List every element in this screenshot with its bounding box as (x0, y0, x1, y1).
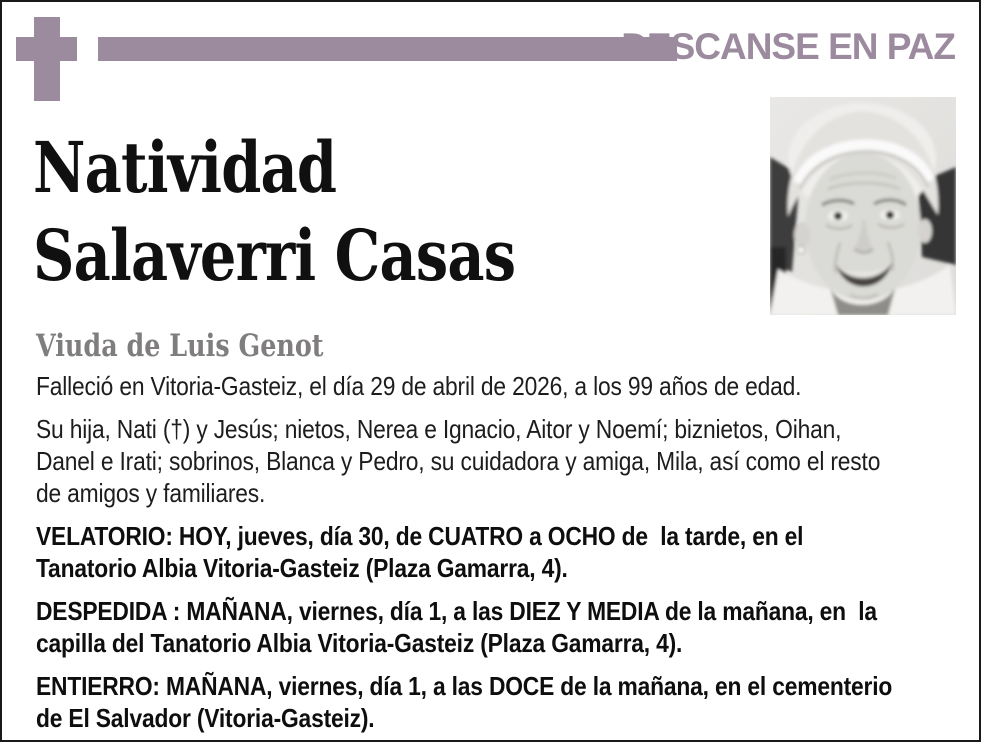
despedida-paragraph: DESPEDIDA : MAÑANA, viernes, día 1, a las DIEZ Y MEDIA de la mañana, en la capilla del Tanatorio Albia Vitoria-Gasteiz (Plaza Gamarra, 4). (36, 596, 884, 658)
deceased-subtitle: Viuda de Luis Genot (36, 328, 324, 364)
velatorio-paragraph: VELATORIO: HOY, jueves, día 30, de CUATRO a OCHO de la tarde, en el Tanatorio Albia Vitoria-Gasteiz (Plaza Gamarra, 4). (36, 521, 810, 583)
cross-icon-horizontal-bar (16, 37, 77, 61)
deceased-name-line-1: Natividad (33, 126, 337, 209)
deceased-name-line-2: Salaverri Casas (33, 214, 516, 297)
family-paragraph: Su hija, Nati (†) y Jesús; nietos, Nerea e Ignacio, Aitor y Noemí; biznietos, Oihan, Danel e Irati; sobrinos, Blanca y Pedro, su cuidadora y amiga, Mila, así como el resto de amigos y familiares. (36, 414, 881, 508)
portrait-photo-illustration (770, 97, 956, 315)
death-notice-paragraph: Falleció en Vitoria-Gasteiz, el día 29 de abril de 2026, a los 99 años de edad. (36, 371, 802, 401)
obituary-body (36, 370, 984, 745)
entierro-paragraph: ENTIERRO: MAÑANA, viernes, día 1, a las DOCE de la mañana, en el cementerio de El Salvador (Vitoria-Gasteiz). (36, 671, 899, 733)
deceased-name (33, 124, 515, 300)
banner-bar (98, 37, 677, 61)
portrait-photo (770, 97, 956, 315)
rip-banner-text: DESCANSE EN PAZ (621, 26, 955, 67)
